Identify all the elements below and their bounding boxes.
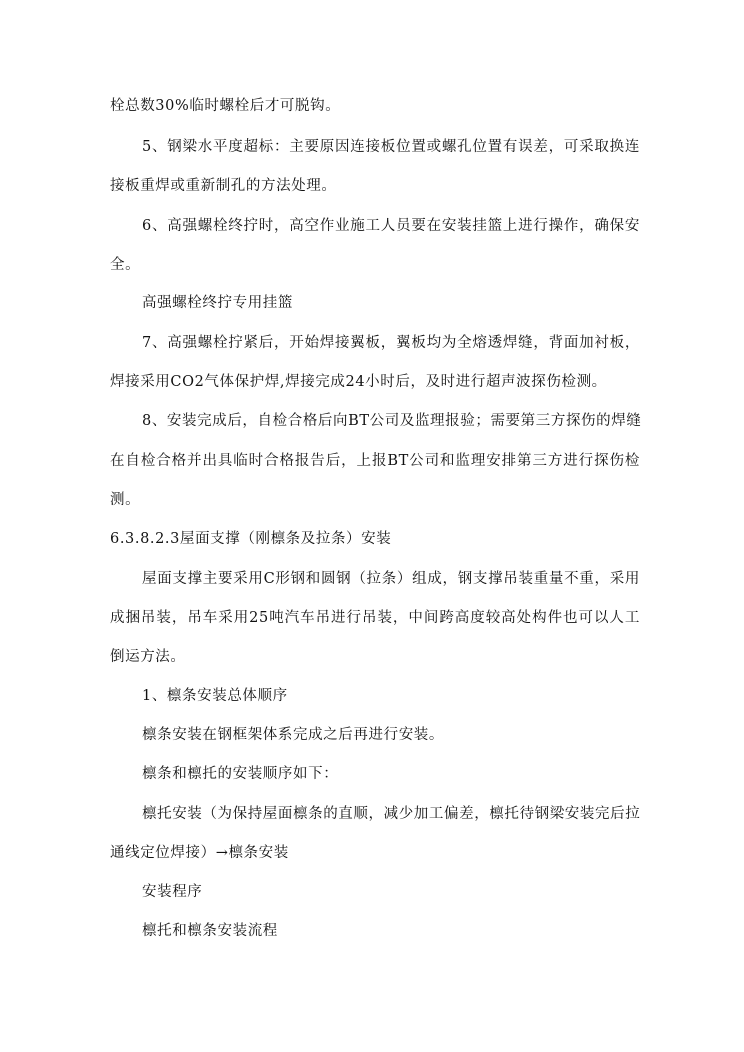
text-line: 全。 xyxy=(110,257,141,273)
text-line: 6、高强螺栓终拧时，高空作业施工人员要在安装挂篮上进行操作，确保安 xyxy=(142,218,640,234)
text-line: 檩条安装在钢框架体系完成之后再进行安装。 xyxy=(142,727,444,743)
text-line: 倒运方法。 xyxy=(110,649,186,665)
caption-line: 高强螺栓终拧专用挂篮 xyxy=(142,295,293,311)
text-line: 接板重焊或重新制孔的方法处理。 xyxy=(110,178,337,194)
text-line: 在自检合格并出具临时合格报告后，上报BT公司和监理安排第三方进行探伤检 xyxy=(110,453,640,469)
text-line: 通线定位焊接）→檩条安装 xyxy=(110,845,289,861)
section-heading: 6.3.8.2.3屋面支撑（刚檩条及拉条）安装 xyxy=(110,531,392,547)
text-line: 5、钢梁水平度超标：主要原因连接板位置或螺孔位置有误差，可采取换连 xyxy=(142,139,640,155)
caption-line: 安装程序 xyxy=(142,884,203,900)
text-line: 成捆吊装，吊车采用25吨汽车吊进行吊装，中间跨高度较高处构件也可以人工 xyxy=(110,610,640,626)
text-line: 焊接采用CO2气体保护焊,焊接完成24小时后，及时进行超声波探伤检测。 xyxy=(110,374,607,390)
text-line: 7、高强螺栓拧紧后，开始焊接翼板，翼板均为全熔透焊缝，背面加衬板， xyxy=(142,335,640,351)
subheading-line: 1、檩条安装总体顺序 xyxy=(142,688,288,704)
caption-line: 檩托和檩条安装流程 xyxy=(142,923,278,939)
text-line: 测。 xyxy=(110,492,141,508)
text-line: 屋面支撑主要采用C形钢和圆钢（拉条）组成，钢支撑吊装重量不重，采用 xyxy=(142,571,640,587)
text-line: 檩条和檩托的安装顺序如下： xyxy=(142,766,339,782)
text-line: 檩托安装（为保持屋面檩条的直顺，减少加工偏差，檩托待钢梁安装完后拉 xyxy=(142,806,641,822)
text-line: 栓总数30%临时螺栓后才可脱钩。 xyxy=(110,98,341,114)
text-line: 8、安装完成后，自检合格后向BT公司及监理报验；需要第三方探伤的焊缝 xyxy=(142,413,642,429)
